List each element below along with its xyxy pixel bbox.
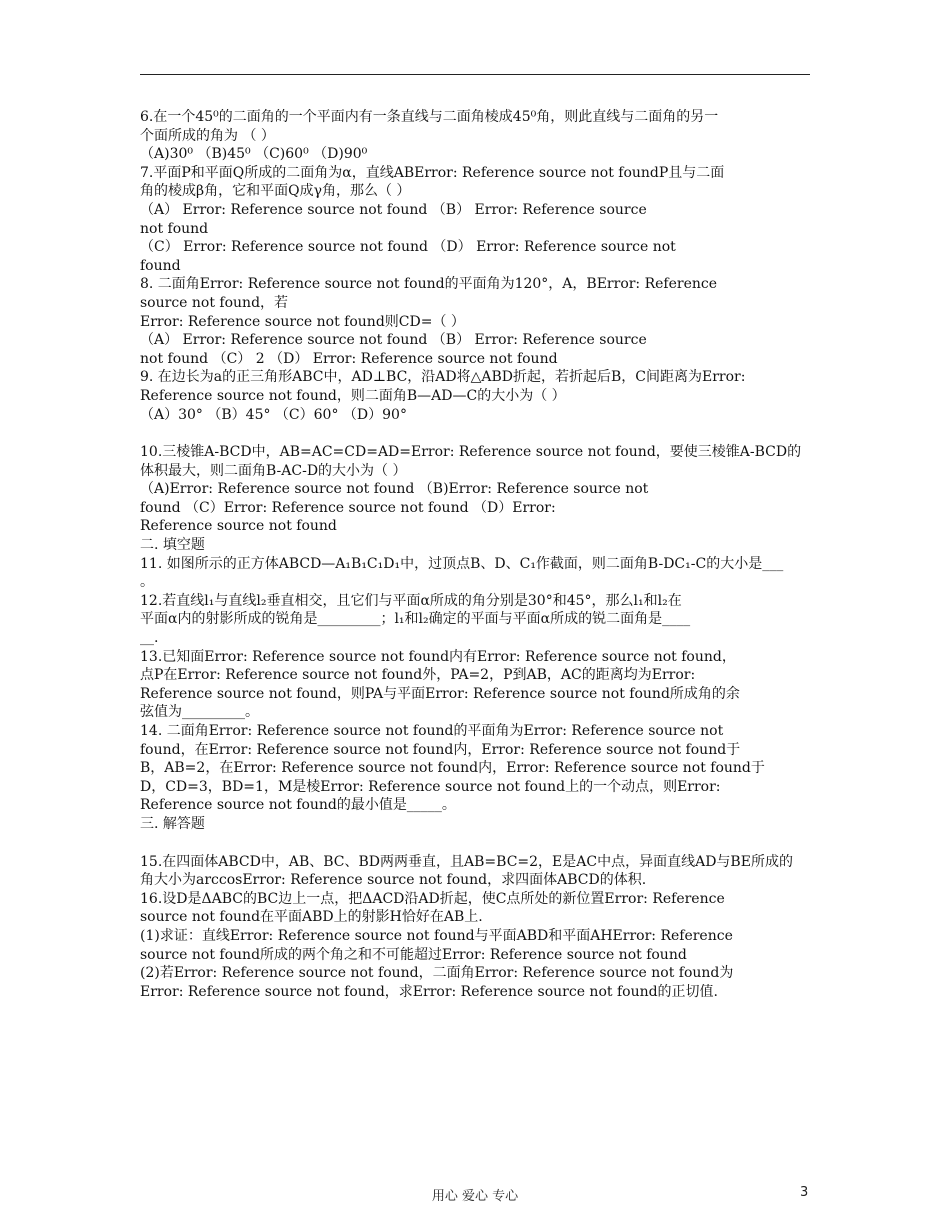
text-line: 8. 二面角Error: Reference source not found的平面角为120°，A，BError: Reference: [140, 276, 718, 293]
text-line: 角的棱成β角，它和平面Q成γ角，那么（ ）: [140, 183, 411, 200]
text-line: [140, 424, 812, 443]
text-line: found，在Error: Reference source not found内，Error: Reference source not found于: [140, 741, 741, 758]
text-line: （A)30⁰ （B)45⁰ （C)60⁰ （D)90⁰: [140, 146, 368, 163]
text-line: Reference source not found的最小值是_____。: [140, 797, 456, 814]
text-line: not found: [140, 220, 209, 237]
text-line: 。: [140, 574, 154, 591]
text-line: (2)若Error: Reference source not found，二面角Error: Reference source not found为: [140, 965, 734, 982]
footer-slogan: 用心 爱心 专心: [431, 1189, 519, 1204]
text-line: （A） Error: Reference source not found （B） Error: Reference source: [140, 201, 647, 218]
header-rule: [140, 74, 810, 75]
text-line: source not found在平面ABD上的射影H恰好在AB上.: [140, 909, 483, 926]
text-line: 7.平面P和平面Q所成的二面角为α，直线ABError: Reference source not foundP且与二面: [140, 164, 725, 181]
text-line: 二. 填空题: [140, 537, 205, 554]
text-line: 12.若直线l₁与直线l₂垂直相交，且它们与平面α所成的角分别是30°和45°，那么l₁和l₂在: [140, 592, 682, 609]
text-line: found （C）Error: Reference source not found （D）Error:: [140, 499, 556, 516]
text-line: 15.在四面体ABCD中，AB、BC、BD两两垂直，且AB=BC=2，E是AC中点，异面直线AD与BE所成的: [140, 853, 793, 870]
text-line: B，AB=2，在Error: Reference source not found内，Error: Reference source not found于: [140, 760, 765, 777]
text-line: 平面α内的射影所成的锐角是_________；l₁和l₂确定的平面与平面α所成的锐二面角是____: [140, 611, 691, 628]
text-line: Reference source not found，则PA与平面Error: Reference source not found所成角的余: [140, 685, 740, 702]
text-line: （C） Error: Reference source not found （D） Error: Reference source not: [140, 239, 676, 256]
text-line: Error: Reference source not found，求Error: Reference source not found的正切值.: [140, 983, 719, 1000]
text-line: 点P在Error: Reference source not found外，PA=2，P到AB，AC的距离均为Error:: [140, 667, 696, 684]
text-line: [140, 834, 812, 853]
text-line: source not found所成的两个角之和不可能超过Error: Reference source not found: [140, 946, 687, 963]
text-line: (1)求证：直线Error: Reference source not found与平面ABD和平面AHError: Reference: [140, 927, 733, 944]
text-line: 13.已知面Error: Reference source not found内有Error: Reference source not found，: [140, 648, 736, 665]
text-line: 6.在一个45⁰的二面角的一个平面内有一条直线与二面角棱成45⁰角，则此直线与二面角的另一: [140, 109, 719, 125]
text-line: 16.设D是ΔABC的BC边上一点，把ΔACD沿AD折起，使C点所处的新位置Error: Reference: [140, 890, 725, 907]
page-number: 3: [800, 1185, 809, 1200]
document-body: [140, 108, 812, 1001]
text-line: Reference source not found: [140, 518, 337, 535]
text-line: found: [140, 257, 181, 274]
text-line: Error: Reference source not found则CD=（ ）: [140, 313, 465, 330]
text-line: source not found，若: [140, 294, 289, 311]
text-line: 三. 解答题: [140, 815, 205, 832]
text-line: （A） Error: Reference source not found （B） Error: Reference source: [140, 332, 647, 349]
text-line: D，CD=3，BD=1，M是棱Error: Reference source not found上的一个动点，则Error:: [140, 778, 721, 795]
text-line: __.: [140, 630, 159, 647]
text-line: （A)Error: Reference source not found （B)Error: Reference source not: [140, 481, 649, 498]
text-line: 体积最大，则二面角B-AC-D的大小为（ ）: [140, 462, 407, 479]
text-line: 角大小为arccosError: Reference source not found，求四面体ABCD的体积.: [140, 872, 647, 889]
text-line: 14. 二面角Error: Reference source not found的平面角为Error: Reference source not: [140, 723, 724, 739]
text-line: 9. 在边长为a的正三角形ABC中，AD⊥BC，沿AD将△ABD折起，若折起后B，C间距离为Error:: [140, 369, 746, 386]
text-line: not found （C） 2 （D） Error: Reference source not found: [140, 350, 558, 367]
text-line: 个面所成的角为 （ ）: [140, 127, 275, 144]
text-line: 10.三棱锥A-BCD中，AB=AC=CD=AD=Error: Reference source not found，要使三棱锥A-BCD的: [140, 444, 802, 461]
text-line: （A）30° （B）45° （C）60° （D）90°: [140, 406, 407, 423]
text-line: 弦值为_________。: [140, 704, 259, 721]
text-line: 11. 如图所示的正方体ABCD—A₁B₁C₁D₁中，过顶点B、D、C₁作截面，则二面角B-DC₁-C的大小是___: [140, 555, 784, 572]
text-line: Reference source not found，则二面角B—AD—C的大小为（ ）: [140, 387, 566, 404]
